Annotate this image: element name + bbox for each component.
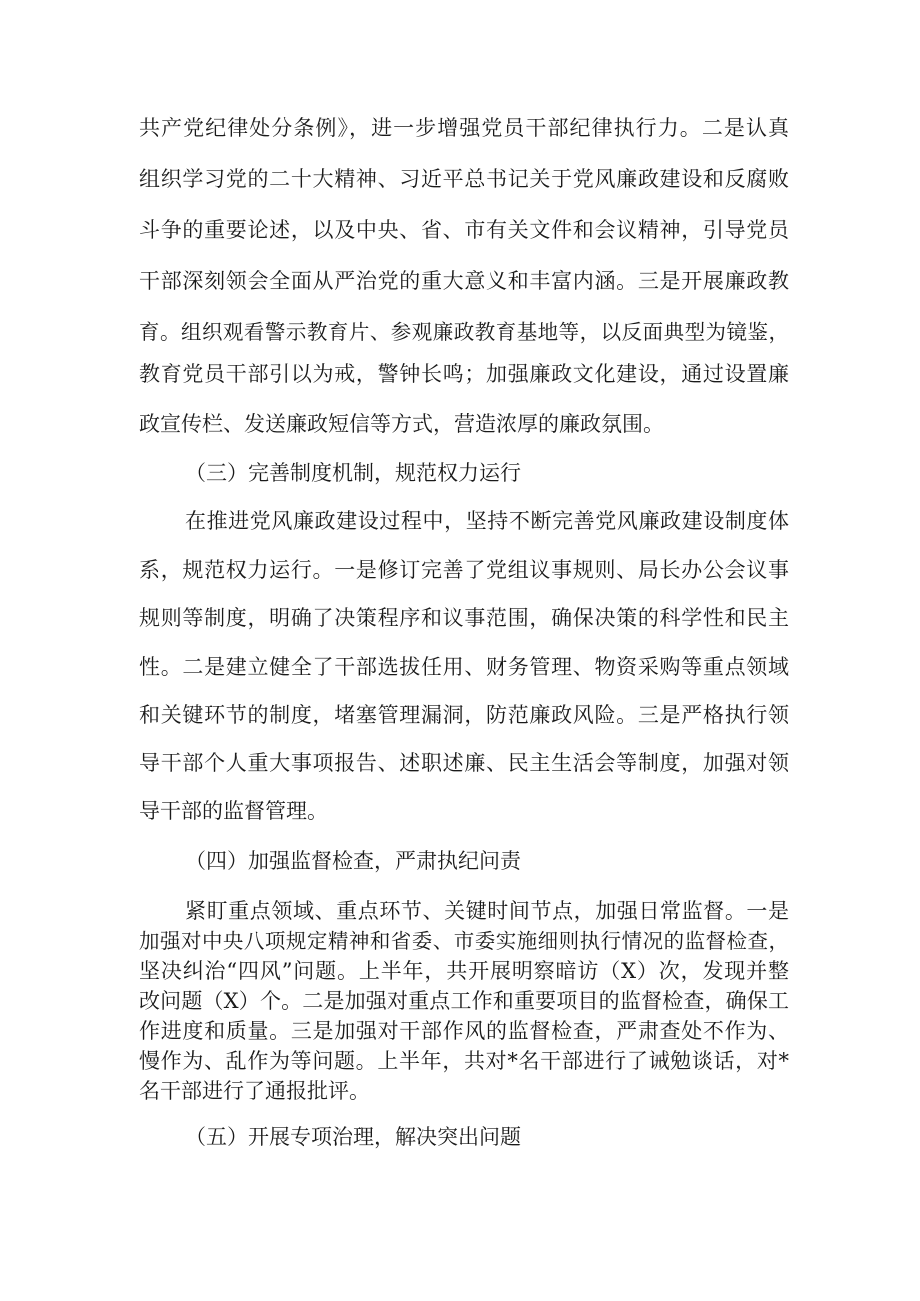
text-line: 导干部的监督管理。: [139, 799, 328, 823]
text-line: 斗争的重要论述，以及中央、省、市有关文件和会议精神，引导党员: [139, 218, 789, 242]
section-heading-5: （五）开展专项治理，解决突出问题: [185, 1125, 521, 1149]
text-line: 共产党纪律处分条例》，进一步增强党员干部纪律执行力。二是认真: [139, 116, 789, 140]
text-line: 名干部进行了通报批评。: [139, 1079, 370, 1103]
text-line: 育。组织观看警示教育片、参观廉政教育基地等，以反面典型为镜鉴，: [139, 320, 789, 344]
text-line: 导干部个人重大事项报告、述职述廉、民主生活会等制度，加强对领: [139, 751, 789, 775]
text-line: 在推进党风廉政建设过程中，坚持不断完善党风廉政建设制度体: [185, 509, 789, 533]
text-line: 紧盯重点领域、重点环节、关键时间节点，加强日常监督。一是: [185, 899, 789, 923]
text-line: 作进度和质量。三是加强对干部作风的监督检查，严肃查处不作为、: [139, 1019, 789, 1043]
section-heading-3: （三）完善制度机制，规范权力运行: [185, 461, 521, 485]
text-line: 改问题（X）个。二是加强对重点工作和重要项目的监督检查，确保工: [139, 989, 789, 1013]
text-line: 规则等制度，明确了决策程序和议事范围，确保决策的科学性和民主: [139, 606, 789, 630]
text-line: 干部深刻领会全面从严治党的重大意义和丰富内涵。三是开展廉政教: [139, 269, 789, 293]
text-line: 组织学习党的二十大精神、习近平总书记关于党风廉政建设和反腐败: [139, 167, 789, 191]
text-line: 系，规范权力运行。一是修订完善了党组议事规则、局长办公会议事: [139, 558, 789, 582]
text-line: 加强对中央八项规定精神和省委、市委实施细则执行情况的监督检查，: [139, 929, 789, 953]
text-line: 性。二是建立健全了干部选拔任用、财务管理、物资采购等重点领域: [139, 655, 789, 679]
text-line: 慢作为、乱作为等问题。上半年，共对*名干部进行了诫勉谈话，对*: [139, 1049, 789, 1073]
text-line: 和关键环节的制度，堵塞管理漏洞，防范廉政风险。三是严格执行领: [139, 703, 789, 727]
text-line: 坚决纠治“四风”问题。上半年，共开展明察暗访（X）次，发现并整: [139, 959, 789, 983]
text-line: 政宣传栏、发送廉政短信等方式，营造浓厚的廉政氛围。: [139, 412, 664, 436]
section-heading-4: （四）加强监督检查，严肃执纪问责: [185, 849, 521, 873]
text-line: 教育党员干部引以为戒，警钟长鸣；加强廉政文化建设，通过设置廉: [139, 362, 789, 386]
